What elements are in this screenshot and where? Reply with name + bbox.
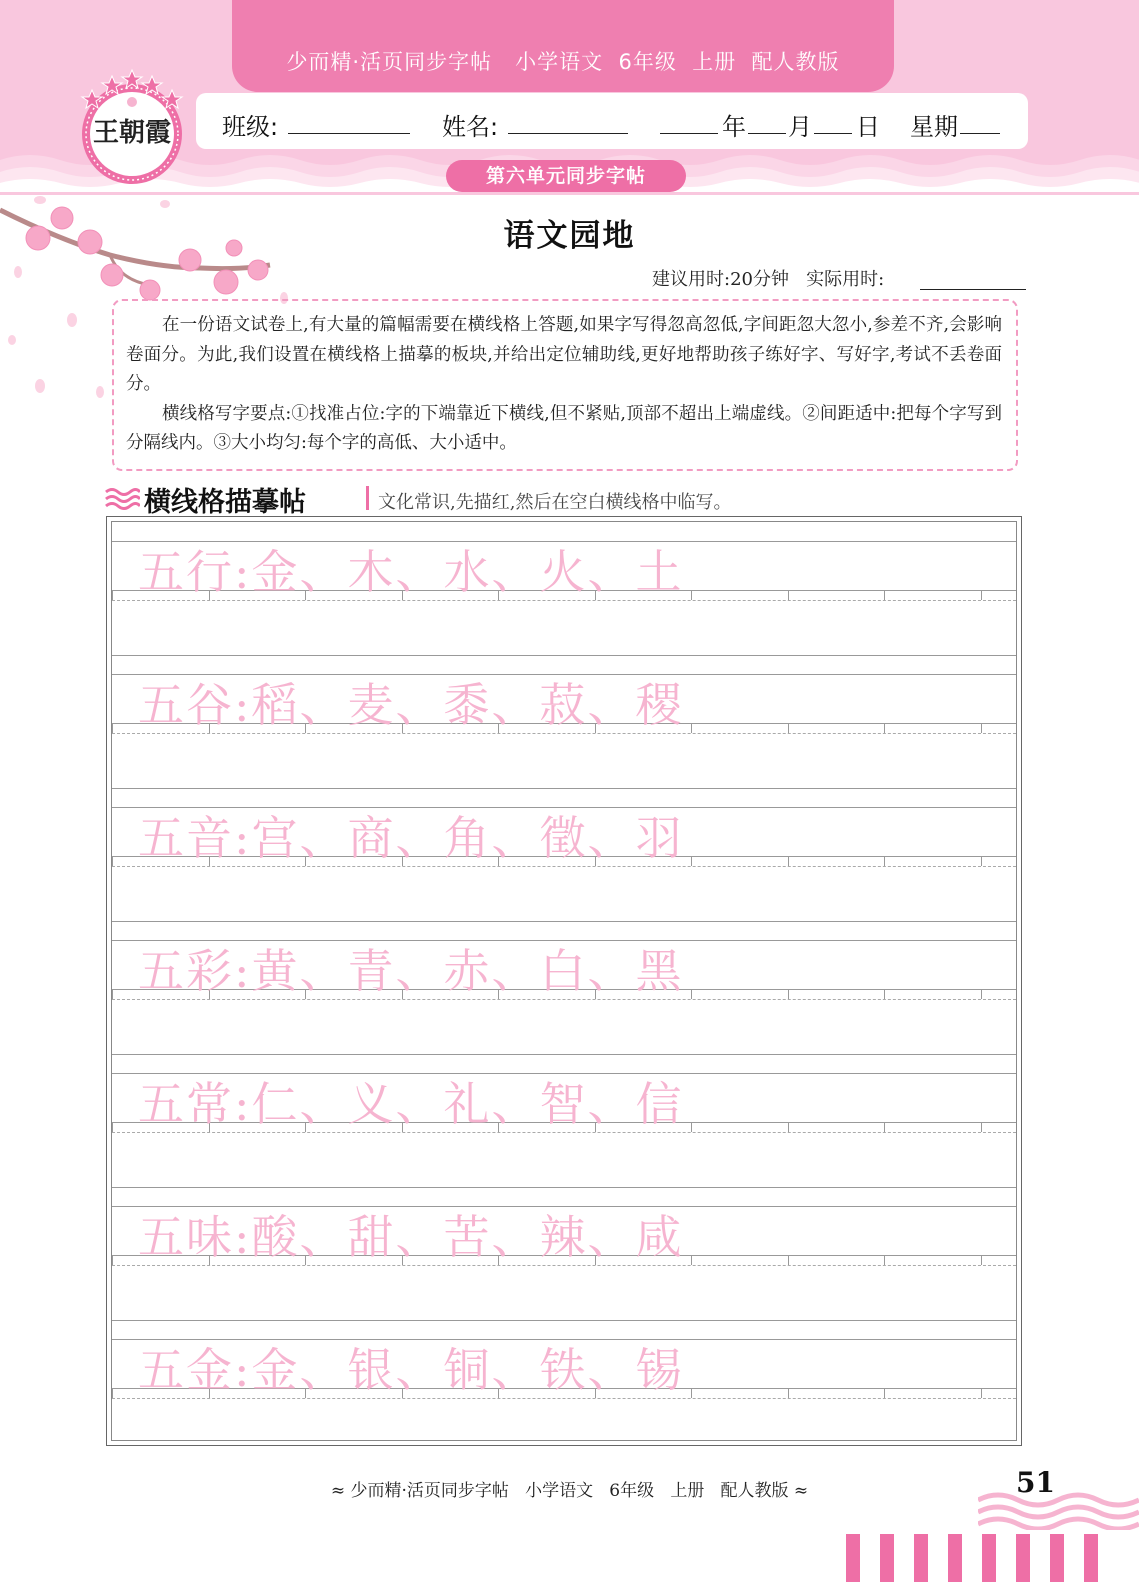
section-divider (366, 486, 369, 510)
trace-text: 五谷:稻、麦、黍、菽、稷 (138, 678, 684, 732)
trace-text: 五行:金、木、水、火、土 (138, 545, 684, 599)
practice-row[interactable] (112, 1054, 1016, 1187)
wave-lines-icon (104, 486, 140, 512)
time-suggestion: 建议用时:20分钟 实际用时: (652, 269, 885, 290)
year-field[interactable] (660, 133, 718, 134)
week-field[interactable] (960, 133, 1000, 134)
month-label: 月 (788, 113, 812, 141)
practice-row[interactable] (112, 1320, 1016, 1440)
name-field[interactable] (508, 133, 628, 134)
intro-paragraph-2: 横线格写字要点:①找准占位:字的下端靠近下横线,但不紧贴,顶部不超出上端虚线。②间距适中:把每个字写到分隔线内。③大小均匀:每个字的高低、大小适中。 (126, 403, 1002, 453)
day-field[interactable] (814, 133, 852, 134)
practice-row[interactable] (112, 655, 1016, 788)
trace-text: 五味:酸、甜、苦、辣、咸 (138, 1210, 684, 1264)
trace-text: 五音:宫、商、角、徵、羽 (138, 811, 684, 865)
trace-text: 五金:金、银、铜、铁、锡 (138, 1343, 684, 1397)
day-label: 日 (856, 113, 880, 141)
footer-wave-icon (978, 1486, 1139, 1530)
logo-text: 王朝霞 (92, 118, 171, 148)
book-subtitle: 少而精·活页同步字帖 小学语文 6年级 上册 配人教版 (286, 50, 840, 74)
footer-text: ≈ 少而精·活页同步字帖 小学语文 6年级 上册 配人教版 ≈ (330, 1481, 809, 1501)
intro-box (112, 299, 1018, 471)
section-title: 横线格描摹帖 (144, 487, 306, 518)
actual-time-field[interactable] (920, 289, 1026, 290)
practice-grid (106, 516, 1022, 1446)
year-label: 年 (722, 113, 746, 141)
page-title: 语文园地 (503, 218, 636, 254)
practice-row[interactable] (112, 522, 1016, 655)
class-field[interactable] (288, 133, 410, 134)
practice-grid-inner (111, 521, 1017, 1441)
footer-stripes (846, 1534, 1126, 1582)
page-number: 51 (1016, 1466, 1055, 1499)
intro-paragraph-1: 在一份语文试卷上,有大量的篇幅需要在横线格上答题,如果字写得忽高忽低,字间距忽大忽小,参差不齐,会影响卷面分。为此,我们设置在横线格上描摹的板块,并给出定位辅助线,更好地帮助孩子练好字、写好字,考试不丢卷面分。 (126, 315, 1002, 394)
class-label: 班级: (222, 113, 279, 141)
practice-row[interactable] (112, 1187, 1016, 1320)
practice-row[interactable] (112, 921, 1016, 1054)
week-label: 星期 (910, 113, 958, 141)
practice-row[interactable] (112, 788, 1016, 921)
trace-text: 五彩:黄、青、赤、白、黑 (138, 944, 684, 998)
month-field[interactable] (748, 133, 786, 134)
section-description: 文化常识,先描红,然后在空白横线格中临写。 (378, 492, 732, 513)
student-info-box (196, 93, 1028, 149)
trace-text: 五常:仁、义、礼、智、信 (138, 1077, 684, 1131)
unit-badge: 第六单元同步字帖 (446, 160, 686, 192)
name-label: 姓名: (442, 113, 499, 141)
